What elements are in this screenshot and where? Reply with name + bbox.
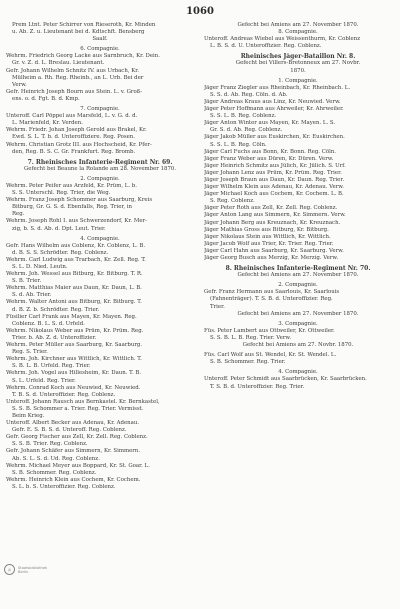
- entry-line: Jäger Heinrich Schmitz aus Jülich, Kr. Jülich. S. Urf.: [204, 162, 346, 169]
- entry-line: S. B. Schommer. Reg. Coblenz.: [12, 469, 97, 476]
- entry-line: T. B. S. d. Unteroffizier. Reg. Coblenz.: [12, 391, 116, 398]
- entry-line: Ab. S. L. S. d. Ud. Reg. Coblenz.: [12, 455, 100, 462]
- entry-line: Jäger Peter Roth aus Zell, Kr. Zell. Reg. Coblenz.: [204, 205, 338, 212]
- subheading: Gefecht bei Amiens am 27. November 1870.: [237, 22, 359, 28]
- section-heading: 8. Rheinisches Infanterie-Regiment Nr. 70.: [225, 265, 371, 273]
- entry-line: Wehrm. Walter Antoni aus Bitburg, Kr. Bitburg. T.: [6, 299, 142, 306]
- section-heading: Rheinisches Jäger-Bataillon Nr. 8.: [240, 53, 356, 61]
- entry-line: Jäger Johann Lenz aus Prüm, Kr. Prüm. Reg. Trier.: [204, 169, 342, 176]
- entry-line: S. L. b. S. Unteroffizier. Reg. Coblenz.: [12, 483, 116, 490]
- subheading: Gefecht bei Beaune la Rolande am 28. November 1870.: [23, 165, 177, 172]
- left-column: [6, 22, 194, 582]
- entry-line: S. S. B. Trier. Reg. Coblenz.: [12, 441, 88, 448]
- entry-line: Jäger Mathias Gross aus Bitburg, Kr. Bitburg.: [204, 226, 329, 233]
- subheading: 1. Compagnie.: [278, 77, 318, 84]
- entry-line: Wehrm. Joh. Wessel aus Bitburg, Kr. Bitburg. T. R.: [6, 271, 143, 278]
- entry-line: S. S. Unterschl. Reg. Trier, die Weg.: [12, 190, 111, 197]
- entry-line: Wehrm. Peter Peifer aus Arzfeld, Kr. Prüm, L. b.: [6, 182, 137, 189]
- entry-line: Unteroff. Albert Becker aus Adenau, Kr. Adenau.: [6, 420, 140, 427]
- entry-line: Wehrm. Friedr. Johan Joseph Gerold aus Brakel, Kr.: [6, 127, 147, 134]
- entry-line: S. Reg. Coblenz.: [210, 198, 255, 205]
- entry-line: S. B. L. B. Urfeld. Reg. Trier.: [12, 363, 91, 370]
- entry-line: Füsilier Carl Frank aus Mayen, Kr. Mayen. Reg.: [6, 313, 137, 320]
- entry-line: Gefr. E. S. B. S. d. Unteroff. Reg. Coblenz.: [12, 427, 127, 434]
- library-seal-icon: ◎: [4, 564, 15, 575]
- entry-line: Jäger Michael Koch aus Cochem, Kr. Cochem. L. B.: [204, 191, 344, 198]
- subheading: 1870.: [290, 67, 306, 74]
- entry-line: Jäger Georg Busch aus Merzig, Kr. Merzig. Verw.: [204, 255, 339, 261]
- entry-line: Wehrm. Michael Meyer aus Boppard, Kr. St. Goar. L.: [6, 462, 150, 469]
- entry-line: Jäger Franz Ziegler aus Rheinbach, Kr. Rheinbach. L.: [204, 84, 351, 91]
- watermark-line-1: Staatsbibliothek: [18, 565, 48, 570]
- entry-line: Jäger Anton Winter aus Mayen, Kr. Mayen. L. S.: [204, 120, 336, 127]
- entry-line: S. S. L. B. Reg. Cöln.: [210, 141, 267, 148]
- subheading: 4. Compagnie.: [278, 369, 318, 376]
- entry-line: Jäger Joseph Braun aus Daun, Kr. Daun. Reg. Trier.: [204, 176, 345, 183]
- entry-line: Gr. v. Z. d. L. Breslau. Lieutenant.: [12, 60, 105, 67]
- entry-line: Gefr. Georg Fischer aus Zell, Kr. Zell. Reg. Coblenz.: [6, 434, 148, 441]
- entry-line: Ewd. S. L. T. b. d. Unteroffiziere. Reg. Posen.: [12, 134, 135, 141]
- entry-line: Gefr. Johann Wilhelm Schnitz IV. aus Urbach, Kr.: [6, 67, 139, 74]
- entry-line: Wehrm. Carl Ludwig aus Trarbach, Kr. Zell. Reg. T.: [6, 256, 146, 263]
- entry-line: S. S. B. Schommer a. Trier. Reg. Trier. Vermisst.: [12, 405, 144, 412]
- subheading: 6. Compagnie.: [80, 46, 120, 53]
- entry-line: Jäger Jakob Müller aus Euskirchen, Kr. Euskirchen.: [204, 134, 345, 141]
- entry-line: Reg.: [12, 211, 25, 218]
- entry-line: Beim Krieg.: [12, 412, 45, 419]
- entry-line: T. S. B. d. Unteroffizier. Reg. Trier.: [210, 383, 305, 390]
- entry-line: S. B. Schommer. Reg. Trier.: [210, 359, 286, 366]
- subheading: 7. Compagnie.: [80, 106, 120, 113]
- entry-line: Wehrm. Nikolaus Weber aus Prüm, Kr. Prüm. Reg.: [6, 327, 144, 334]
- entry-line: Gr. S. d. Ab. Reg. Coblenz.: [210, 127, 283, 134]
- entry-line: S. S. d. Ab. Reg. Cöln. d. Ab.: [210, 91, 288, 98]
- subheading: Saalf.: [92, 36, 108, 43]
- entry-line: Reg. S. Trier.: [12, 349, 48, 356]
- entry-line: Jäger Nikolaus Stein aus Wittlich, Kr. Wittlich.: [204, 233, 331, 240]
- subheading: Gefecht bei Amiens am 27. November 1870.: [237, 310, 359, 317]
- entry-line: Trier. b. Ab. Z. d. Unteroffizier.: [12, 334, 97, 341]
- entry-line: Jäger Franz Weber aus Düren, Kr. Düren. Verw.: [204, 155, 334, 162]
- section-heading: 7. Rheinisches Infanterie-Regiment Nr. 69.: [27, 158, 173, 166]
- entry-line: Jäger Peter Hoffmann aus Ahrweiler, Kr. Ahrweiler.: [204, 106, 344, 113]
- subheading: Gefecht bei Villers-Bretonneux am 27. Novbr.: [235, 60, 361, 67]
- subheading: 2. Compagnie.: [80, 175, 120, 182]
- entry-line: Wehrm. Friedrich Georg Lacke aus Sarnbruch, Kr. Dein.: [6, 53, 160, 60]
- entry-line: Prem Ltnt. Peter Schirrer von Rieseroth, Kr. Minden: [12, 22, 156, 28]
- subheading: 8. Compagnie.: [278, 29, 318, 36]
- entry-line: Wehrm. Joh. Kirchner aus Wittlich, Kr. Wittlich. T.: [6, 356, 142, 363]
- entry-line: Gefr. Hans Wilhelm aus Coblenz, Kr. Coblenz, L. B.: [6, 242, 146, 249]
- entry-line: Jäger Jacob Wolf aus Trier, Kr. Trier. Reg. Trier.: [204, 240, 334, 247]
- entry-line: S. L. Urfeld. Reg. Trier.: [12, 377, 76, 384]
- entry-line: d. B. Z. b. Schrödter. Reg. Trier.: [12, 306, 100, 313]
- entry-line: Gefr. Heinrich Joseph Bourn aus Stein. L. v. Groß-: [6, 88, 143, 95]
- entry-line: Wehrm. Peter Müller aus Saarburg, Kr. Saarburg.: [6, 342, 143, 349]
- entry-line: (Fahnenträger). T. S. B. d. Unteroffizier. Reg.: [210, 296, 333, 303]
- subheading: 4. Compagnie.: [80, 235, 120, 242]
- entry-line: Unteroff. Peter Schmidt aus Saarbrücken, Kr. Saarbrücken.: [204, 376, 367, 383]
- entry-line: Unteroff. Johann Rausch aus Bernkastel. Kr. Bernkastel,: [6, 398, 160, 405]
- entry-line: Verw.: [12, 81, 27, 88]
- entry-line: den, Reg. B. S. C. Gr. Frankfurt. Reg. Bromb.: [12, 148, 136, 155]
- entry-line: S. S. L. B. Reg. Coblenz.: [210, 113, 277, 120]
- entry-line: Bitburg, Gr. G. S. d. Ebenfalls, Reg. Trier, in: [12, 204, 133, 211]
- subheading: 2. Compagnie.: [278, 282, 318, 289]
- entry-line: Trier.: [210, 303, 225, 310]
- entry-line: Unteroff. Andreas Wiebel aus Weissenthurm, Kr. Coblenz: [204, 36, 361, 43]
- entry-line: Jäger Carl Hahn aus Saarburg, Kr. Saarburg. Verw.: [204, 247, 344, 254]
- entry-line: Wehrm. Conrad Koch aus Neuwied, Kr. Neuwied.: [6, 384, 141, 391]
- entry-line: L. B. S. d. U. Unteroffizier. Reg. Coblenz.: [210, 43, 322, 50]
- entry-line: ens. o. d. Fgt. B. d. Kmp.: [12, 95, 80, 102]
- entry-line: Wehrm. Christian Grotz III. aus Hochscheid, Kr. Pfer-: [6, 141, 152, 148]
- entry-line: Wehrm. Joh. Vogel aus Hillesheim, Kr. Daun. T. B.: [6, 370, 142, 377]
- entry-line: zig, b. S. d. Ab. d. Dpt. Leut. Trier.: [12, 225, 106, 232]
- entry-line: S. S. B. L. B. Reg. Trier. Verw.: [210, 334, 292, 341]
- entry-line: S. d. Ab. Trier.: [12, 292, 52, 299]
- entry-line: Mülheim a. Rh. Reg. Rheinb., an L. Urb. Bei der: [12, 74, 144, 81]
- right-column: [204, 22, 392, 562]
- entry-line: S. B. Trier.: [12, 278, 42, 285]
- subheading: Gefecht bei Amiens am 27. November 1870.: [237, 272, 359, 279]
- entry-line: Jäger Wilhelm Klein aus Adenau, Kr. Adenau. Verw.: [204, 184, 344, 191]
- entry-line: Gefr. Johann Schäfer aus Simmern, Kr. Simmern.: [6, 448, 141, 455]
- entry-line: Füs. Peter Lambert aus Ottweiler, Kr. Ottweiler.: [204, 327, 335, 334]
- entry-line: Jäger Anton Lang aus Simmern, Kr. Simmern. Verw.: [204, 212, 346, 219]
- entry-line: Wehrm. Franz Joseph Schommer aus Saarburg, Kreis: [6, 197, 153, 204]
- entry-line: L. Marienfeld, Kr. Verden.: [12, 120, 83, 127]
- entry-line: Unteroff. Carl Pöppel aus Marsfeld, L. v. G. d. d.: [6, 113, 138, 120]
- entry-line: u. Ab. Z. u. Lieutenant bei d. Kdtschft. Bensberg: [12, 29, 145, 36]
- entry-line: Wehrm. Joseph Rohl I. aus Schwerzendorf, Kr. Mer-: [6, 218, 147, 225]
- subheading: Gefecht bei Amiens am 27. Novbr. 1870.: [242, 342, 354, 349]
- entry-line: Jäger Johann Berg aus Kreuznach, Kr. Kreuznach.: [204, 219, 341, 226]
- subheading: 3. Compagnie.: [278, 320, 318, 327]
- entry-line: Wehrm. Heinrich Klein aus Cochem, Kr. Cochem.: [6, 476, 141, 483]
- entry-line: Füs. Carl Wolf aus St. Wendel, Kr. St. Wendel. L.: [204, 352, 337, 359]
- entry-line: Jäger Carl Fuchs aus Bonn, Kr. Bonn. Reg. Cöln.: [204, 148, 337, 155]
- page-number: 1060: [186, 6, 214, 17]
- entry-line: S. L. D. Nied. Leutn.: [12, 264, 68, 270]
- entry-line: d. B. S. S. Schrödter. Reg. Coblenz.: [12, 249, 109, 256]
- entry-line: Gefr. Franz Hermann aus Saarlouis, Kr. Saarlouis: [204, 289, 340, 296]
- entry-line: Coblenz. B. L. S. d. Urfeld.: [12, 320, 85, 327]
- entry-line: Jäger Andreas Kraus aus Linz, Kr. Neuwied. Verw.: [204, 98, 341, 105]
- entry-line: Wehrm. Matthias Maier aus Daun, Kr. Daun, L. B.: [6, 285, 142, 292]
- library-watermark: [4, 564, 47, 575]
- watermark-line-2: Berlin: [18, 569, 29, 574]
